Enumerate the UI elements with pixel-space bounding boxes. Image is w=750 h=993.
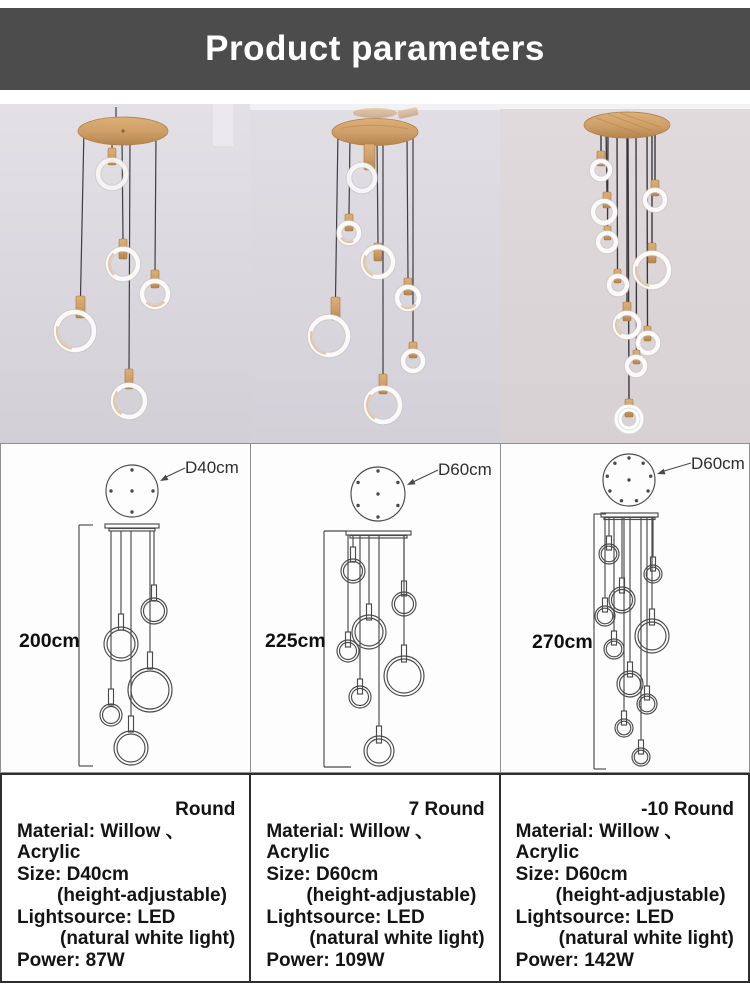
product-photo-5-ring bbox=[0, 104, 250, 443]
spec-light-note: (natural white light) bbox=[309, 928, 485, 949]
canopy-diameter-label: D40cm bbox=[185, 458, 239, 477]
spec-light-note: (natural white light) bbox=[60, 928, 236, 949]
spec-row bbox=[0, 773, 750, 983]
spec-size: Size: D60cm bbox=[266, 863, 379, 885]
window-edge bbox=[213, 104, 233, 146]
height-label: 225cm bbox=[265, 630, 327, 652]
product-photo-cell-3 bbox=[500, 104, 750, 443]
page-title: Product parameters bbox=[205, 29, 545, 68]
dimension-diagram-row bbox=[0, 443, 750, 773]
canopy-side-view bbox=[105, 524, 159, 531]
dimension-arrow-icon bbox=[664, 463, 691, 471]
product-title: Round bbox=[175, 799, 236, 820]
product-photo-cell-2 bbox=[250, 104, 500, 443]
dimension-arrow-icon bbox=[413, 470, 438, 482]
spec-cell-1 bbox=[2, 775, 249, 981]
height-dimension bbox=[594, 514, 606, 769]
spec-power: Power: 109W bbox=[266, 949, 385, 971]
canopy-top-view bbox=[603, 454, 655, 506]
product-title: -10 Round bbox=[641, 799, 734, 820]
canopy-top-view bbox=[351, 467, 405, 521]
photo-row bbox=[0, 104, 750, 443]
dimension-diagram-7-ring bbox=[251, 444, 499, 772]
diagram-cell-2 bbox=[250, 444, 499, 772]
dimension-diagram-5-ring bbox=[1, 444, 249, 772]
spec-light-note: (natural white light) bbox=[558, 928, 734, 949]
ring-drawing bbox=[100, 531, 172, 765]
wood-canopy bbox=[332, 119, 418, 146]
spec-material: Material: Willow 、 Acrylic bbox=[17, 820, 185, 863]
height-dimension bbox=[79, 525, 93, 766]
spec-size: Size: D40cm bbox=[17, 863, 129, 885]
product-photo-cell-1 bbox=[0, 104, 250, 443]
height-label: 200cm bbox=[19, 630, 80, 652]
spec-cell-3 bbox=[499, 775, 748, 981]
spec-size-note: (height-adjustable) bbox=[306, 885, 477, 906]
spec-power: Power: 87W bbox=[17, 949, 125, 971]
ring-drawing bbox=[595, 517, 669, 766]
spec-lightsource: Lightsource: LED bbox=[515, 906, 674, 928]
spec-material: Material: Willow 、 Acrylic bbox=[266, 820, 435, 863]
ring-drawing bbox=[337, 535, 424, 766]
canopy-diameter-label: D60cm bbox=[690, 454, 745, 473]
product-title: 7 Round bbox=[408, 799, 485, 820]
diagram-cell-3 bbox=[500, 444, 749, 772]
spec-power: Power: 142W bbox=[515, 949, 634, 971]
height-label: 270cm bbox=[531, 631, 593, 653]
spec-size: Size: D60cm bbox=[515, 863, 628, 885]
dimension-arrow-icon bbox=[166, 468, 185, 477]
header-banner bbox=[0, 8, 750, 90]
spec-size-note: (height-adjustable) bbox=[555, 885, 726, 906]
dimension-diagram-10-ring bbox=[501, 444, 749, 772]
product-photo-7-ring bbox=[250, 104, 500, 443]
spec-material: Material: Willow 、 Acrylic bbox=[515, 820, 684, 863]
diagram-cell-1 bbox=[1, 444, 250, 772]
spec-lightsource: Lightsource: LED bbox=[17, 906, 176, 928]
spec-lightsource: Lightsource: LED bbox=[266, 906, 425, 928]
canopy-top-view bbox=[106, 465, 158, 517]
canopy-diameter-label: D60cm bbox=[438, 460, 493, 479]
spec-size-note: (height-adjustable) bbox=[57, 885, 227, 906]
product-photo-10-ring bbox=[500, 104, 750, 443]
spec-cell-2 bbox=[249, 775, 498, 981]
